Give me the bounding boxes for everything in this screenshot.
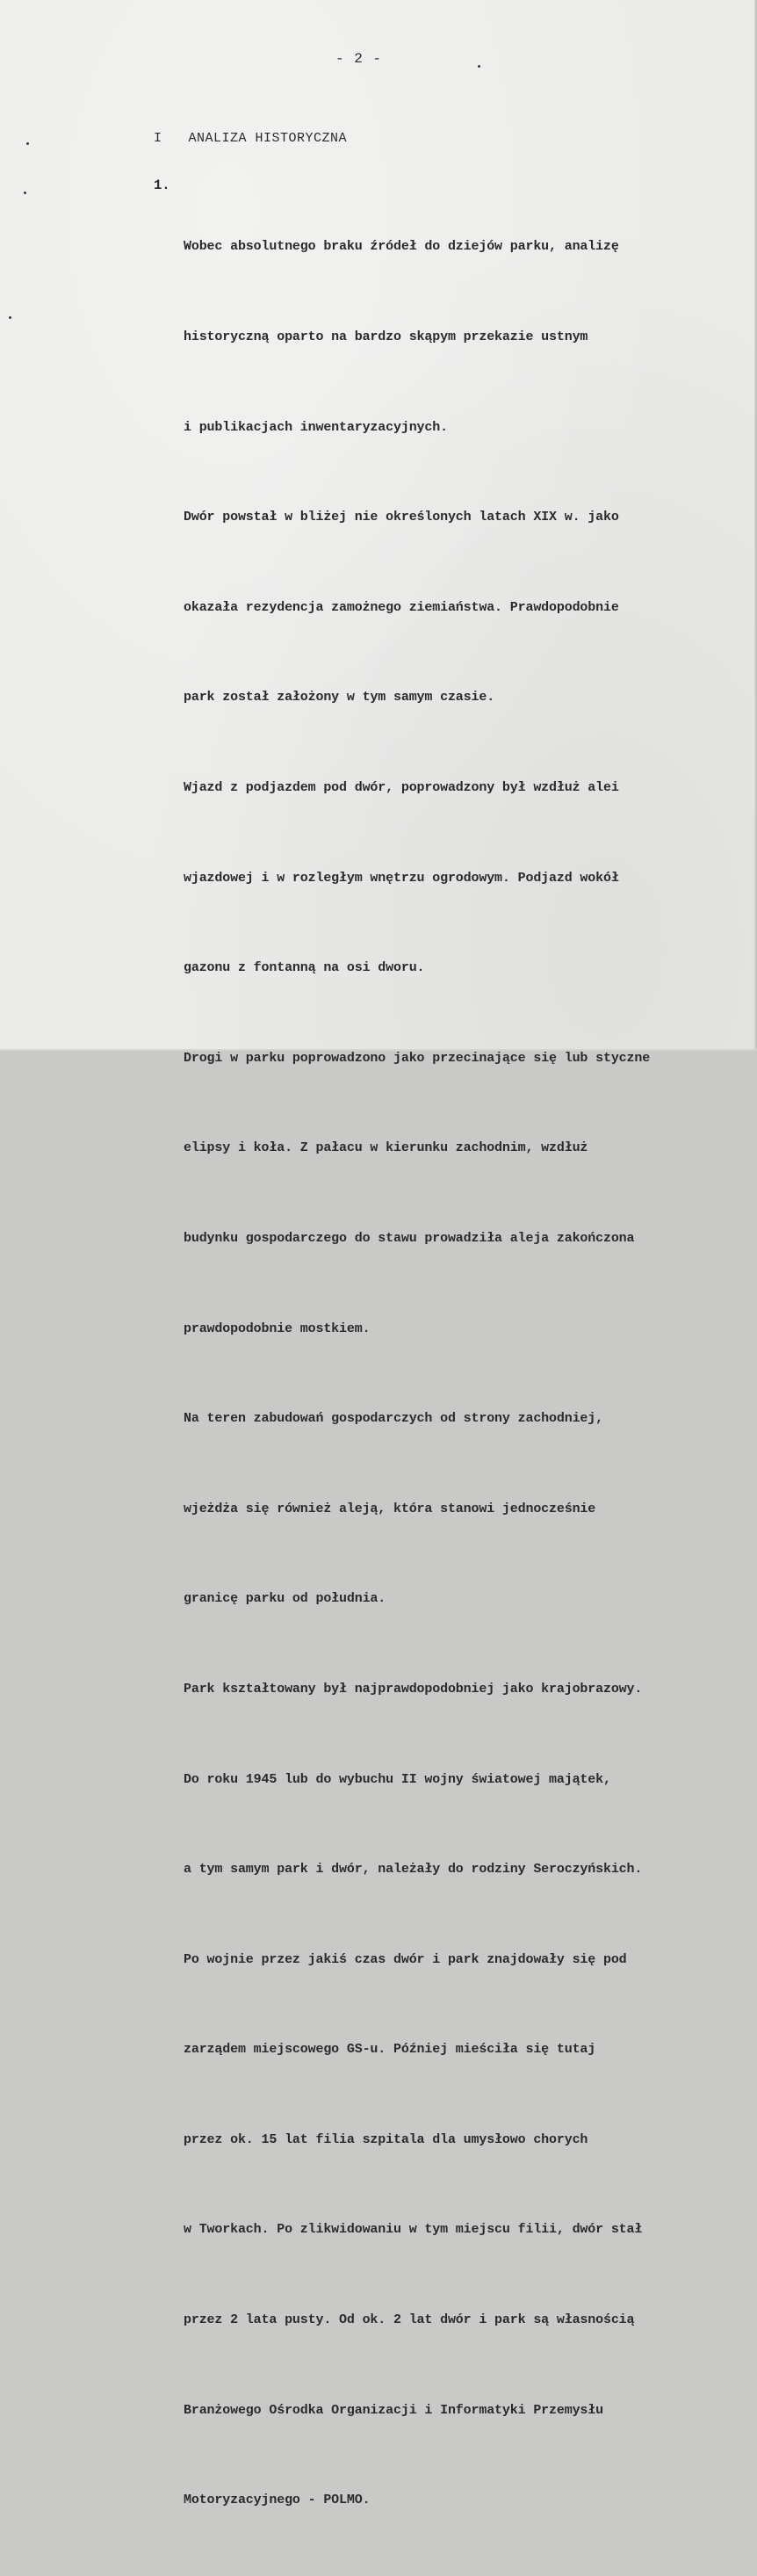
text-line: Branżowego Ośrodka Organizacji i Informatyki Przemysłu: [184, 2402, 603, 2418]
text-line: Na teren zabudowań gospodarczych od strony zachodniej,: [184, 1411, 603, 1427]
text-line: okazała rezydencja zamożnego ziemiaństwa. Prawdopodobnie: [184, 599, 619, 615]
paper-speck: [26, 142, 29, 145]
text-line: prawdopodobnie mostkiem.: [184, 1321, 371, 1336]
text-line: przez ok. 15 lat filia szpitala dla umysłowo chorych: [184, 2131, 588, 2147]
text-line: w Tworkach. Po zlikwidowaniu w tym miejscu filii, dwór stał: [184, 2222, 643, 2238]
text-line: Park kształtowany był najprawdopodobniej jako krajobrazowy.: [184, 1681, 643, 1697]
item-number: 1.: [154, 177, 170, 193]
section-numeral: I: [154, 131, 162, 146]
text-line: historyczną oparto na bardzo skąpym przekazie ustnym: [184, 329, 588, 344]
text-line: a tym samym park i dwór, należały do rodziny Seroczyńskich.: [184, 1862, 643, 1878]
text-line: Wjazd z podjazdem pod dwór, poprowadzony był wzdłuż alei: [184, 779, 619, 795]
text-line: wjazdowej i w rozległym wnętrzu ogrodowym. Podjazd wokół: [184, 870, 619, 886]
text-line: i publikacjach inwentaryzacyjnych.: [184, 419, 448, 435]
text-line: budynku gospodarczego do stawu prowadziła aleja zakończona: [184, 1230, 635, 1246]
text-line: elipsy i koła. Z pałacu w kierunku zachodnim, wzdłuż: [184, 1140, 588, 1156]
paper-speck: [9, 316, 11, 319]
text-line: Po wojnie przez jakiś czas dwór i park znajdowały się pod: [184, 1951, 627, 1967]
text-line: Do roku 1945 lub do wybuchu II wojny światowej majątek,: [184, 1771, 611, 1787]
text-line: Motoryzacyjnego - POLMO.: [184, 2493, 371, 2508]
section-title: ANALIZA HISTORYCZNA: [188, 131, 348, 146]
text-line: Wobec absolutnego braku źródeł do dziejów parku, analizę: [184, 239, 619, 255]
text-line: Drogi w parku poprowadzono jako przecinające się lub styczne: [184, 1050, 651, 1066]
paper-speck: [24, 192, 26, 194]
paper-speck: [478, 65, 480, 68]
text-line: Dwór powstał w bliżej nie określonych latach XIX w. jako: [184, 510, 619, 525]
text-line: gazonu z fontanną na osi dworu.: [184, 960, 425, 976]
item-body: [184, 172, 746, 2576]
text-line: przez 2 lata pusty. Od ok. 2 lat dwór i park są własnością: [184, 2312, 635, 2328]
page-number: - 2 -: [335, 51, 383, 67]
text-line: wjeżdża się również aleją, która stanowi jednocześnie: [184, 1501, 596, 1516]
text-line: granicę parku od południa.: [184, 1591, 386, 1607]
text-line: zarządem miejscowego GS-u. Później mieściła się tutaj: [184, 2042, 596, 2058]
text-line: park został założony w tym samym czasie.: [184, 690, 495, 706]
section-heading: [154, 131, 347, 146]
